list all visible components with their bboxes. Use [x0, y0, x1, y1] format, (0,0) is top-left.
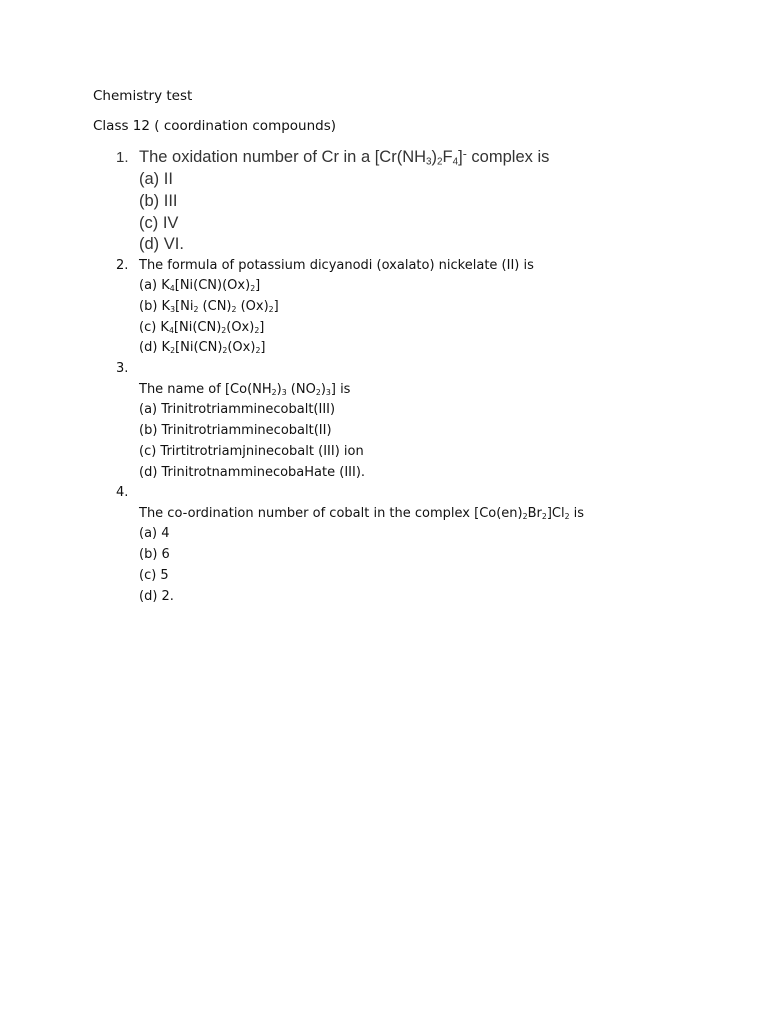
- question-1-option-d: (d) VI.: [139, 235, 184, 253]
- question-2-stem: The formula of potassium dicyanodi (oxalato) nickelate (II) is: [139, 258, 534, 273]
- page-subtitle: Class 12 ( coordination compounds): [93, 118, 337, 134]
- question-1-option-a: (a) II: [139, 170, 173, 188]
- question-4-option-b: (b) 6: [139, 547, 170, 562]
- question-2-option-d: (d) $K_2[Ni(CN)_2(Ox)_2]$: [139, 340, 266, 355]
- question-4-option-d: (d) 2.: [139, 589, 174, 604]
- question-3-option-a: (a) Trinitrotriamminecobalt(III): [139, 402, 336, 417]
- question-3-option-c: (c) Trirtitrotriamjninecobalt (III) ion: [139, 444, 364, 459]
- question-4-option-c: (c) 5: [139, 568, 169, 583]
- question-2-number: 2.: [116, 258, 129, 273]
- question-3-number: 3.: [116, 361, 129, 376]
- question-3-option-d: (d) TrinitrotnamminecobaHate (III).: [139, 465, 366, 480]
- question-2-option-b: (b) $K_3[Ni_2$ $(CN)_2$ $(Ox)_2$]: [139, 299, 279, 314]
- question-3-stem: The name of [$Co(NH_2)_3$ $(NO_2)_3$] is: [139, 382, 351, 397]
- question-4-option-a: (a) 4: [139, 526, 170, 541]
- question-4-number: 4.: [116, 485, 129, 500]
- question-1-option-c: (c) IV: [139, 214, 179, 232]
- page-title: Chemistry test: [93, 88, 193, 104]
- question-3-option-b: (b) Trinitrotriamminecobalt(II): [139, 423, 332, 438]
- question-2-option-a: (a) $K_4[Ni(CN)(Ox)_2]$: [139, 278, 261, 293]
- question-1-stem: The oxidation number of Cr in a $[Cr(NH_3)_2F_4]^-$ complex is: [139, 146, 550, 168]
- question-1-number: 1.: [116, 149, 129, 166]
- question-1-option-b: (b) III: [139, 192, 178, 210]
- question-4-stem: The co-ordination number of cobalt in the complex $[Co(en)_2Br_2]Cl_2$ is: [139, 506, 585, 521]
- question-2-option-c: (c) $K_4[Ni(CN)_2(Ox)_2]$: [139, 320, 265, 335]
